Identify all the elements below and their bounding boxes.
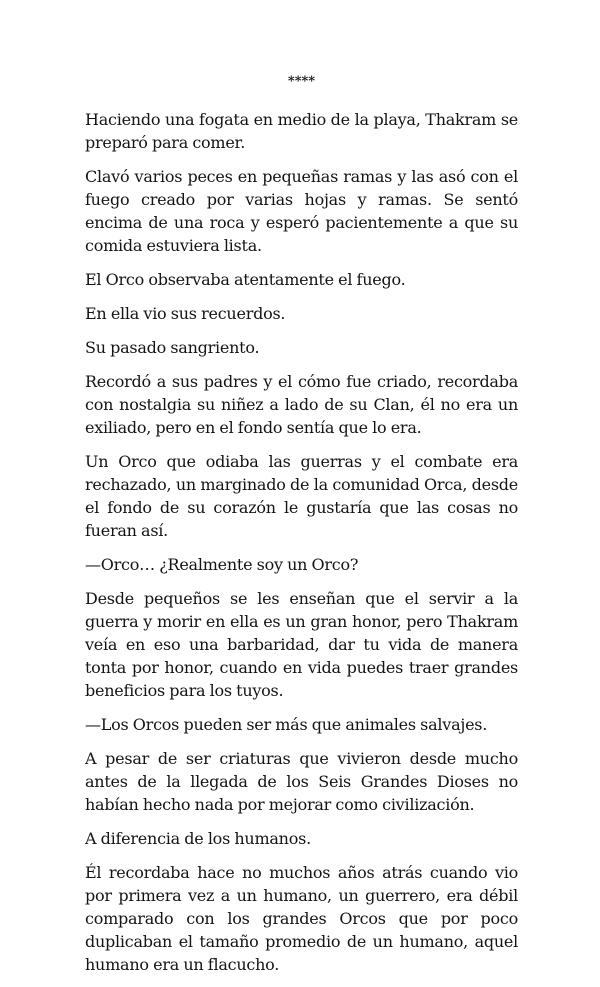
paragraph-9: Desde pequeños se les enseñan que el servir a la guerra y morir en ella es un gran honor, pero Thakram veía en eso una barbaridad, dar tu vida de manera tonta por honor, cuando en vida puedes traer grandes beneficios para los tuyos. <box>85 589 518 700</box>
paragraph-13: Él recordaba hace no muchos años atrás cuando vio por primera vez a un humano, un guerrero, era débil comparado con los grandes Orcos que por poco duplicaban el tamaño promedio de un humano, aquel humano era un flacucho. <box>85 863 518 974</box>
paragraph-10: —Los Orcos pueden ser más que animales salvajes. <box>85 715 488 734</box>
paragraph-12: A diferencia de los humanos. <box>85 829 311 848</box>
paragraph-6: Recordó a sus padres y el cómo fue criado, recordaba con nostalgia su niñez a lado de su Clan, él no era un exiliado, pero en el fondo sentía que lo era. <box>85 372 518 437</box>
paragraph-8: —Orco… ¿Realmente soy un Orco? <box>85 555 359 574</box>
paragraph-7: Un Orco que odiaba las guerras y el combate era rechazado, un marginado de la comunidad Orca, desde el fondo de su corazón le gustaría que las cosas no fueran así. <box>85 452 518 540</box>
paragraph-11: A pesar de ser criaturas que vivieron desde mucho antes de la llegada de los Seis Grandes Dioses no habían hecho nada por mejorar como civilización. <box>85 749 518 814</box>
paragraph-5: Su pasado sangriento. <box>85 338 260 357</box>
section-separator: **** <box>287 74 316 89</box>
paragraph-4: En ella vio sus recuerdos. <box>85 304 286 323</box>
page-body <box>85 72 518 987</box>
paragraph-2: Clavó varios peces en pequeñas ramas y las asó con el fuego creado por varias hojas y ramas. Se sentó encima de una roca y esperó pacientemente a que su comida estuviera lista. <box>85 167 518 255</box>
paragraph-1: Haciendo una fogata en medio de la playa, Thakram se preparó para comer. <box>85 110 518 152</box>
paragraph-3: El Orco observaba atentamente el fuego. <box>85 270 406 289</box>
